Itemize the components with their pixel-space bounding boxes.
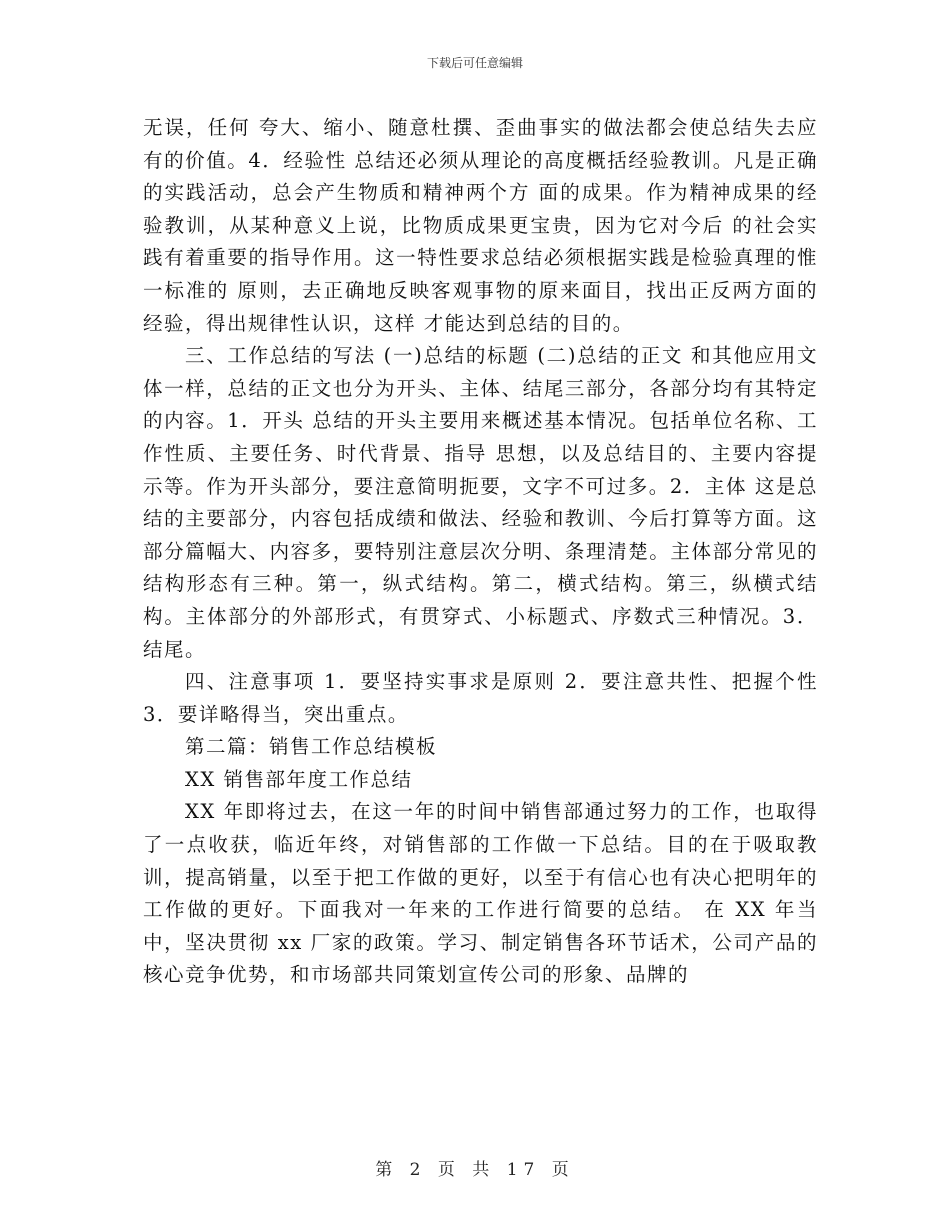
section-title: 第二篇：销售工作总结模板: [185, 735, 438, 759]
body-paragraph-4: XX 年即将过去，在这一年的时间中销售部通过努力的工作，也取得了一点收获，临近年终，对销售部的工作做一下总结。目的在于吸取教训，提高销量，以至于把工作做的更好，以至于有信心也有决心把明年的工作做的更好。下面我对一年来的工作进行简要的总结。 在 XX 年当中，坚决贯彻 xx 厂家的政策。学习、制定销售各环节话术，公司产品的核心竞争优势，和市场部共同策划宣传公司的形象、品牌的: [143, 800, 818, 987]
page-number-footer: 第 2 页 共 17 页: [375, 1160, 575, 1180]
body-paragraph-2: 三、工作总结的写法 (一)总结的标题 (二)总结的正文 和其他应用文体一样，总结的正文也分为开头、主体、结尾三部分，各部分均有其特定的内容。1．开头 总结的开头主要用来概述基本情况。包括单位名称、工作性质、主要任务、时代背景、指导 思想，以及总结目的、主要内容提示等。作为开头部分，要注意简明扼要，文字不可过多。2．主体 这是总结的主要部分，内容包括成绩和做法、经验和教训、今后打算等方面。这部分篇幅大、内容多，要特别注意层次分明、条理清楚。主体部分常见的结构形态有三种。第一，纵式结构。第二，横式结构。第三，纵横式结构。主体部分的外部形式，有贯穿式、小标题式、序数式三种情况。3．结尾。: [143, 344, 818, 661]
document-body: [143, 112, 818, 992]
page-header-note: 下载后可任意编辑: [426, 56, 523, 70]
body-paragraph-1: 无误，任何 夸大、缩小、随意杜撰、歪曲事实的做法都会使总结失去应有的价值。4．经验性 总结还必须从理论的高度概括经验教训。凡是正确的实践活动，总会产生物质和精神两个方 面的成果。作为精神成果的经验教训，从某种意义上说，比物质成果更宝贵，因为它对今后 的社会实践有着重要的指导作用。这一特性要求总结必须根据实践是检验真理的惟一标准的 原则，去正确地反映客观事物的原来面目，找出正反两方面的经验，得出规律性认识，这样 才能达到总结的目的。: [143, 116, 818, 335]
document-subtitle: XX 销售部年度工作总结: [185, 767, 413, 791]
body-paragraph-3: 四、注意事项 1．要坚持实事求是原则 2．要注意共性、把握个性 3．要详略得当，突出重点。: [143, 670, 818, 726]
